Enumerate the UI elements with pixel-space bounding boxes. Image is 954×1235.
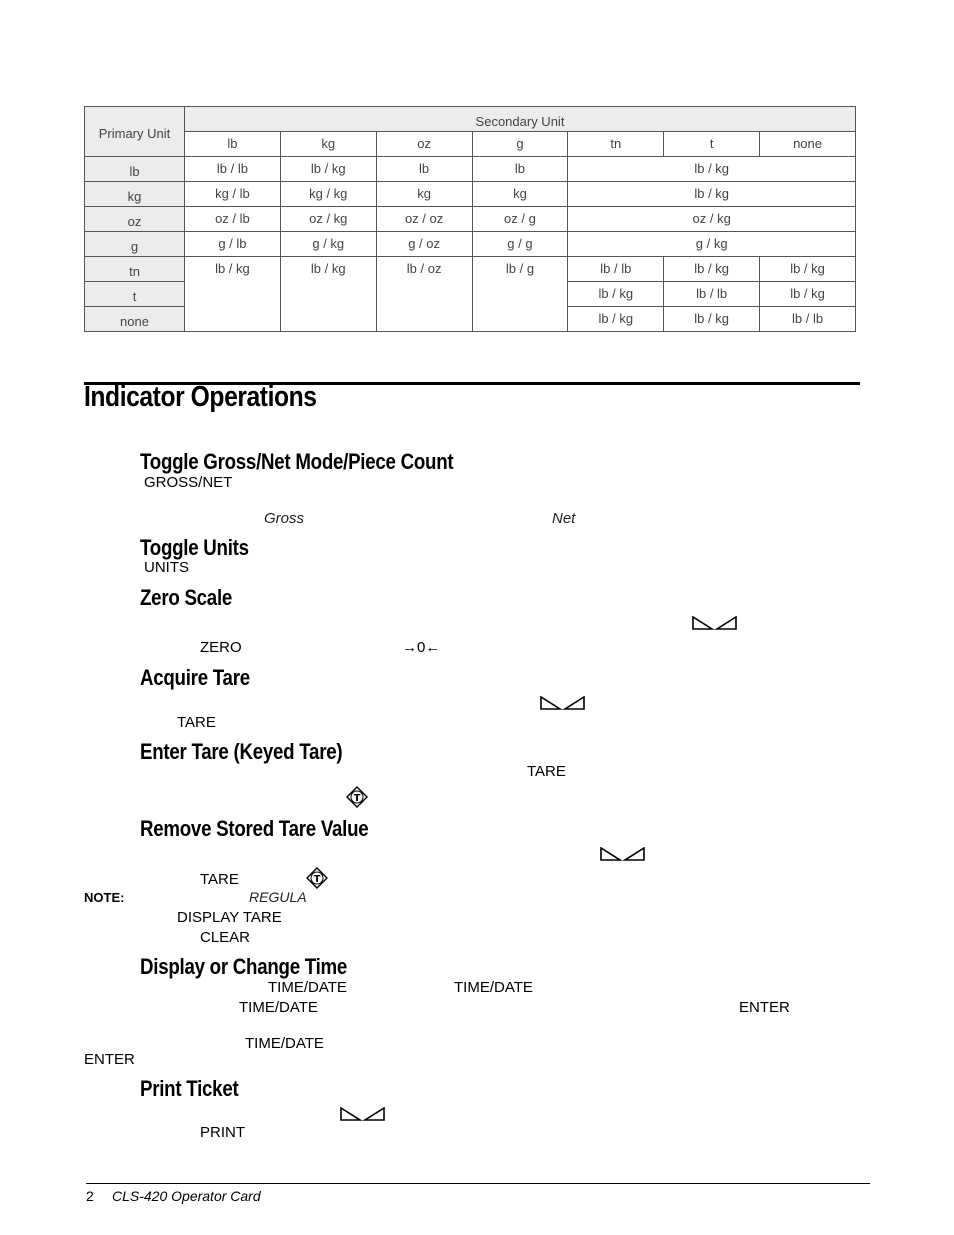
table-row <box>85 232 856 257</box>
table-cell: g / kg <box>280 232 376 257</box>
primary-unit-t: t <box>85 282 185 307</box>
table-cell: lb / kg <box>185 257 281 332</box>
standstill-icon <box>692 616 738 630</box>
table-row <box>85 157 856 182</box>
primary-unit-none: none <box>85 307 185 332</box>
label-regula: REGULA <box>249 889 307 905</box>
table-cell: oz / g <box>472 207 568 232</box>
footer-rule <box>86 1183 870 1184</box>
table-cell: g / kg <box>568 232 856 257</box>
primary-unit-header: Primary Unit <box>85 107 185 157</box>
table-cell: kg / lb <box>185 182 281 207</box>
heading-enter-tare: Enter Tare (Keyed Tare) <box>140 739 343 764</box>
table-cell: lb / kg <box>760 257 856 282</box>
standstill-icon <box>540 696 586 710</box>
key-print: PRINT <box>200 1124 245 1141</box>
table-cell: lb / kg <box>664 257 760 282</box>
center-of-zero-icon: →0← <box>402 639 441 656</box>
secondary-unit-oz: oz <box>376 132 472 157</box>
key-tare: TARE <box>200 871 239 888</box>
label-net: Net <box>552 510 576 527</box>
standstill-icon <box>600 847 646 861</box>
primary-unit-oz: oz <box>85 207 185 232</box>
secondary-unit-lb: lb <box>185 132 281 157</box>
table-cell: g / lb <box>185 232 281 257</box>
section-title: Indicator Operations <box>84 381 317 413</box>
table-row <box>85 207 856 232</box>
table-cell: oz / lb <box>185 207 281 232</box>
secondary-unit-kg: kg <box>280 132 376 157</box>
table-cell: lb <box>376 157 472 182</box>
key-display-tare: DISPLAY TARE <box>177 909 282 926</box>
table-cell: oz / kg <box>280 207 376 232</box>
page-number: 2 <box>86 1188 94 1204</box>
table-row <box>85 257 856 282</box>
table-cell: lb <box>472 157 568 182</box>
table-cell: kg <box>472 182 568 207</box>
key-tare: TARE <box>177 714 216 731</box>
key-time-date: TIME/DATE <box>454 979 533 996</box>
table-cell: lb / kg <box>568 182 856 207</box>
tare-icon <box>346 786 368 808</box>
table-cell: lb / kg <box>664 307 760 332</box>
secondary-unit-tn: tn <box>568 132 664 157</box>
heading-acquire-tare: Acquire Tare <box>140 665 250 690</box>
table-cell: lb / kg <box>280 157 376 182</box>
unit-table <box>84 106 856 332</box>
primary-unit-g: g <box>85 232 185 257</box>
key-enter: ENTER <box>739 999 790 1016</box>
secondary-unit-g: g <box>472 132 568 157</box>
tare-icon <box>306 867 328 889</box>
key-time-date: TIME/DATE <box>268 979 347 996</box>
table-row <box>85 182 856 207</box>
table-cell: lb / kg <box>760 282 856 307</box>
table-cell: g / oz <box>376 232 472 257</box>
table-cell: lb / lb <box>760 307 856 332</box>
table-cell: lb / kg <box>568 157 856 182</box>
key-zero: ZERO <box>200 639 242 656</box>
note-label: NOTE: <box>84 890 125 905</box>
primary-unit-lb: lb <box>85 157 185 182</box>
key-time-date: TIME/DATE <box>239 999 318 1016</box>
footer-doc-title: CLS-420 Operator Card <box>112 1188 261 1204</box>
heading-remove-tare: Remove Stored Tare Value <box>140 816 369 841</box>
table-cell: lb / lb <box>568 257 664 282</box>
table-cell: kg / kg <box>280 182 376 207</box>
table-cell: g / g <box>472 232 568 257</box>
key-tare: TARE <box>527 763 566 780</box>
primary-unit-kg: kg <box>85 182 185 207</box>
secondary-unit-t: t <box>664 132 760 157</box>
table-cell: lb / lb <box>664 282 760 307</box>
key-gross-net: GROSS/NET <box>144 474 233 491</box>
standstill-icon <box>340 1107 386 1121</box>
table-cell: lb / lb <box>185 157 281 182</box>
heading-gross-net: Toggle Gross/Net Mode/Piece Count <box>140 449 454 474</box>
key-units: UNITS <box>144 559 189 576</box>
table-cell: lb / kg <box>568 307 664 332</box>
table-cell: lb / g <box>472 257 568 332</box>
key-enter: ENTER <box>84 1051 135 1068</box>
tare-icon-letter: T <box>353 793 361 804</box>
table-cell: oz / kg <box>568 207 856 232</box>
label-gross: Gross <box>264 510 305 527</box>
heading-time: Display or Change Time <box>140 954 348 979</box>
tare-icon-letter: T <box>313 874 321 885</box>
table-cell: lb / kg <box>568 282 664 307</box>
key-time-date: TIME/DATE <box>245 1035 324 1052</box>
table-cell: kg <box>376 182 472 207</box>
primary-unit-tn: tn <box>85 257 185 282</box>
key-clear: CLEAR <box>200 929 251 946</box>
secondary-unit-header: Secondary Unit <box>185 107 856 132</box>
table-cell: lb / kg <box>280 257 376 332</box>
heading-units: Toggle Units <box>140 535 249 560</box>
heading-zero: Zero Scale <box>140 585 233 610</box>
heading-print: Print Ticket <box>140 1076 239 1101</box>
secondary-unit-none: none <box>760 132 856 157</box>
table-cell: lb / oz <box>376 257 472 332</box>
table-cell: oz / oz <box>376 207 472 232</box>
